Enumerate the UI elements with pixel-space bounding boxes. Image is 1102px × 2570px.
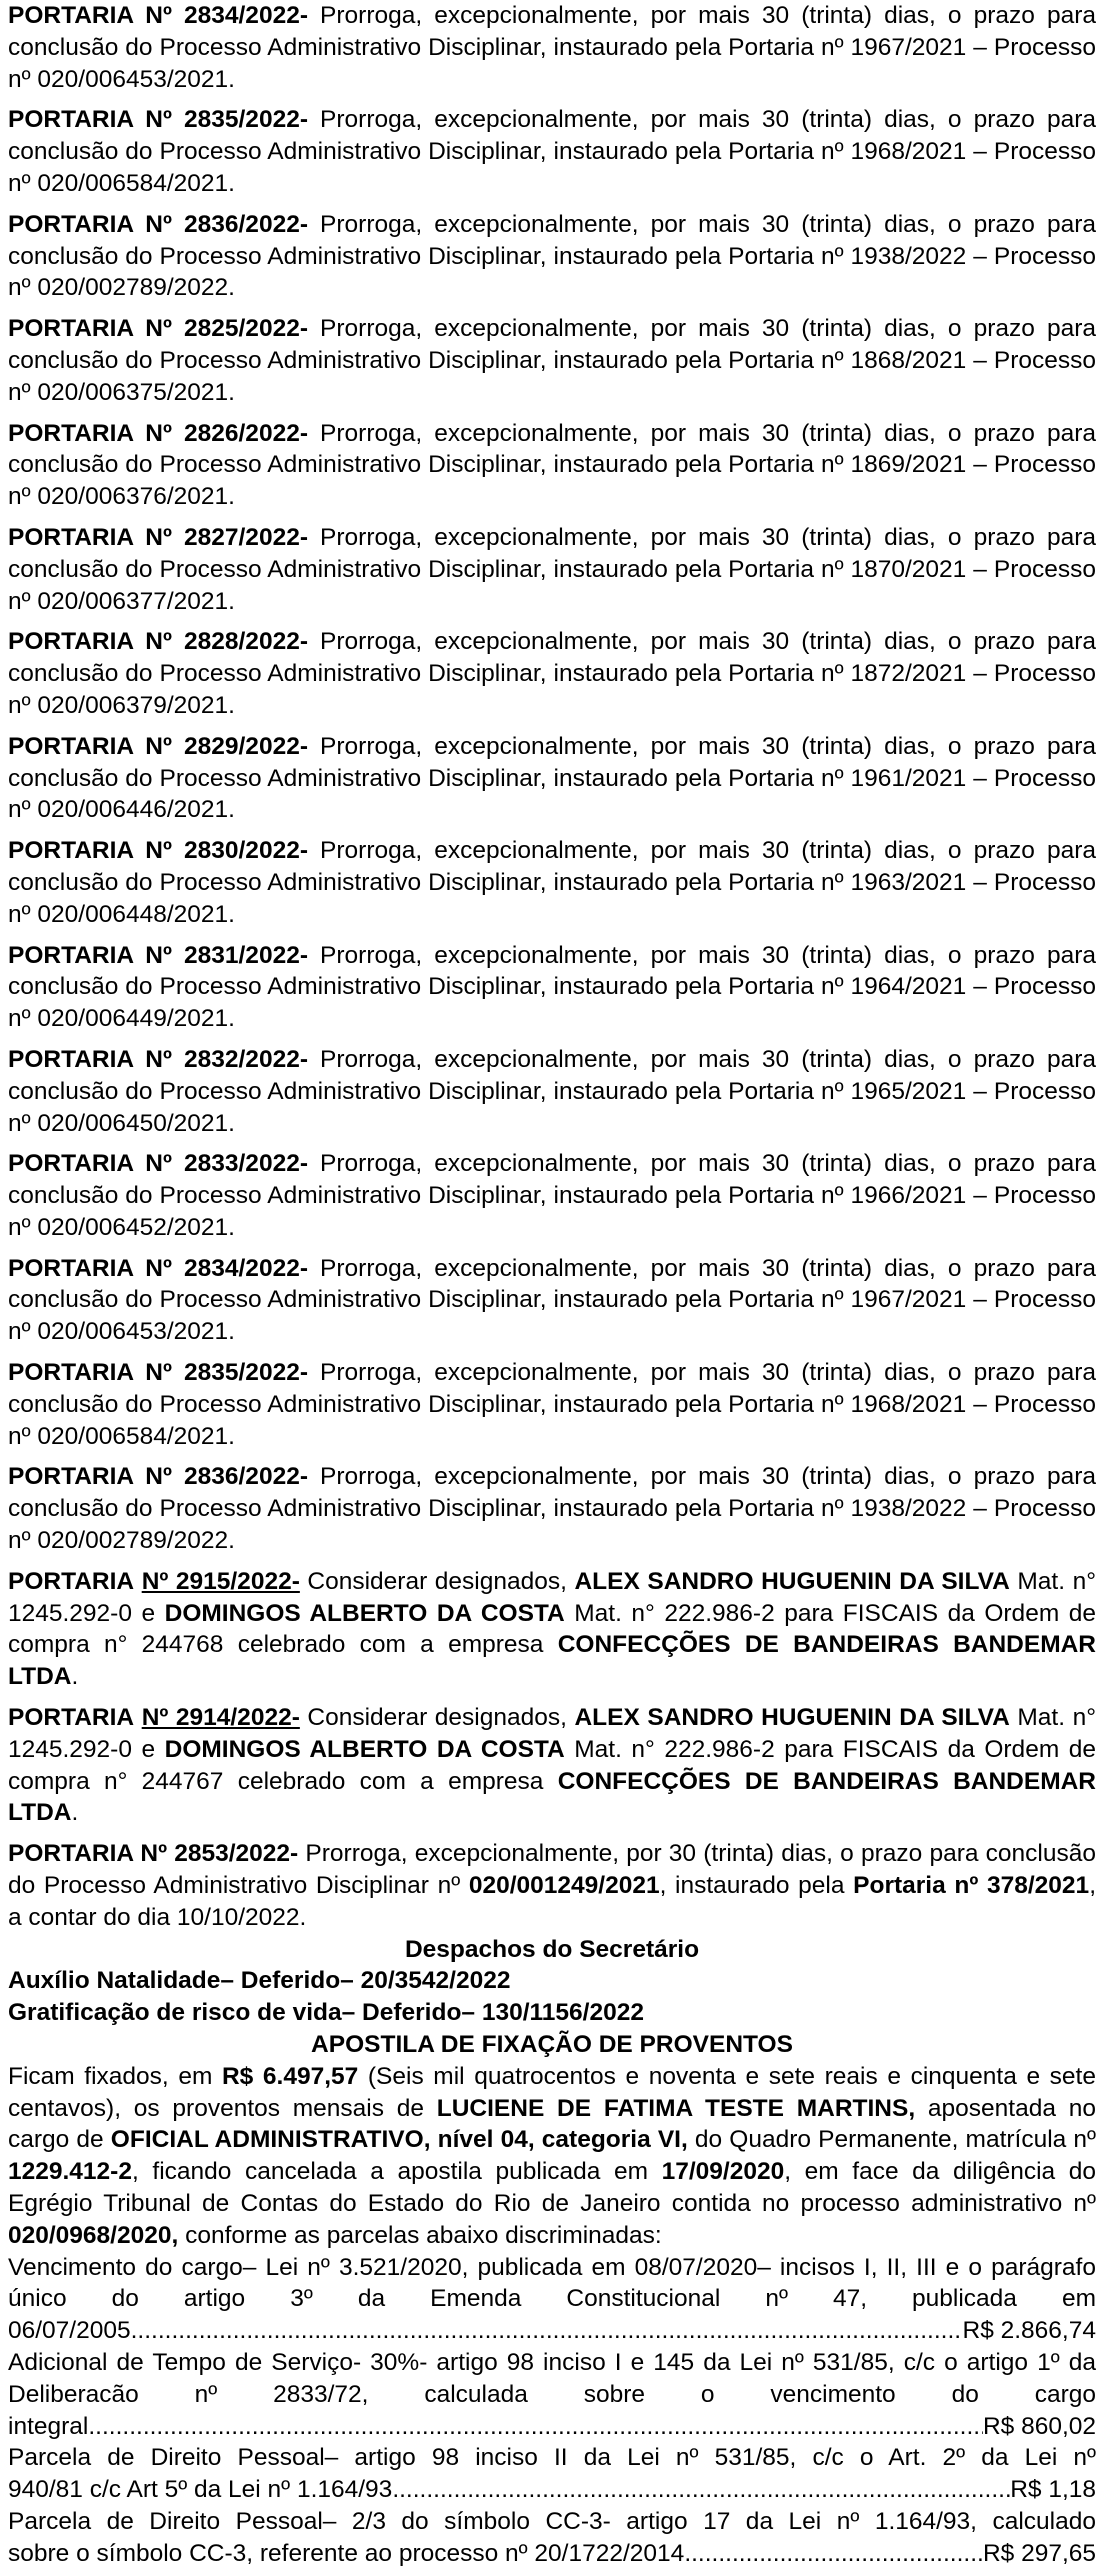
parcela-last-line: integral xyxy=(8,2412,89,2440)
portaria-number: Nº 2915/2022- xyxy=(141,1567,300,1595)
parcela-text: Adicional de Tempo de Serviço- 30%- artigo 98 inciso I e 145 da Lei nº 531/85, c/c o artigo 1º da Deliberacão nº 2833/72, calculada sobre o vencimento do cargo xyxy=(8,2348,1096,2408)
portaria-entry xyxy=(8,0,1096,95)
apostila-date: 17/09/2020 xyxy=(661,2158,785,2186)
despacho-line: Gratificação de risco de vida– Deferido– 130/1156/2022 xyxy=(8,1999,644,2027)
designacao-entry xyxy=(8,1566,1096,1693)
portaria-entry xyxy=(8,731,1096,826)
portaria-number: PORTARIA Nº 2834/2022- xyxy=(8,2,308,29)
apostila-text: aposentada no cargo de xyxy=(8,2094,1096,2154)
process-number: 020/001249/2021 xyxy=(468,1872,660,1900)
designacao-text: . xyxy=(71,1799,79,1827)
fiscal-name: ALEX SANDRO HUGUENIN DA SILVA xyxy=(574,1567,1010,1595)
portaria-number: PORTARIA Nº 2836/2022- xyxy=(8,1463,308,1491)
portaria-text: Prorroga, excepcionalmente, por mais 30 (trinta) dias, o prazo para conclusão do Processo Administrativo Disciplinar, instaurado pela Portaria nº 1965/2021 – Processo nº 020/006450/2021. xyxy=(8,1045,1096,1137)
apostila-matricula: 1229.412-2 xyxy=(8,2158,132,2186)
parcela-value-row xyxy=(8,2315,1096,2347)
parcela-text: Parcela de Direito Pessoal– 2/3 do símbolo CC-3- artigo 17 da Lei nº 1.164/93, calculado xyxy=(8,2507,1096,2535)
apostila-text: , ficando cancelada a apostila publicada em xyxy=(131,2158,662,2186)
designacao-text: . xyxy=(71,1663,79,1691)
parcela-item xyxy=(8,2506,1096,2570)
parcela-item xyxy=(8,2442,1096,2506)
portaria-number: PORTARIA Nº 2826/2022- xyxy=(8,419,308,447)
apostila-text: , em face da diligência do Egrégio Tribunal de Contas do Estado do Rio de Janeiro contida no processo administrativo nº xyxy=(8,2158,1097,2217)
portaria-number: PORTARIA Nº 2832/2022- xyxy=(8,1045,308,1073)
designacao-entry xyxy=(8,1702,1096,1829)
apostila-text: do Quadro Permanente, matrícula nº xyxy=(687,2126,1096,2154)
parcela-last-line: 940/81 c/c Art 5º da Lei nº 1.164/93 xyxy=(8,2476,393,2504)
portaria-number: PORTARIA Nº 2833/2022- xyxy=(8,1150,308,1178)
designacao-text: Mat. n° 1245.292-0 e xyxy=(8,1704,1097,1763)
portaria-number: PORTARIA Nº 2836/2022- xyxy=(8,210,308,238)
parcela-last-line: sobre o símbolo CC-3, referente ao processo nº 20/1722/2014 xyxy=(8,2539,685,2567)
designacoes-list xyxy=(8,1566,1096,1829)
despachos-title: Despachos do Secretário xyxy=(404,1935,700,1963)
designacao-text: Mat. n° 222.986-2 para FISCAIS da Ordem de compra n° 244768 celebrado com a empresa xyxy=(8,1599,1096,1659)
portaria-entry xyxy=(8,104,1096,199)
parcela-last-line: 06/07/2005 xyxy=(8,2317,131,2345)
portaria-text: Prorroga, excepcionalmente, por mais 30 (trinta) dias, o prazo para conclusão do Processo Administrativo Disciplinar, instaurado pela Portaria nº 1963/2021 – Processo nº 020/006448/2021. xyxy=(8,837,1096,928)
fiscal-name: DOMINGOS ALBERTO DA COSTA xyxy=(164,1735,565,1763)
apostila-text: (Seis mil quatrocentos e noventa e sete reais e cinquenta e sete centavos), os proventos mensais de xyxy=(8,2062,1096,2122)
apostila-text: Ficam fixados, em xyxy=(8,2062,222,2090)
portaria-number: PORTARIA Nº 2825/2022- xyxy=(8,315,308,343)
portaria-number: PORTARIA Nº 2831/2022- xyxy=(8,941,308,969)
parcela-value-row xyxy=(8,2538,1096,2570)
apostila-cargo: OFICIAL ADMINISTRATIVO, nível 04, categoria VI, xyxy=(110,2126,688,2154)
portaria-number: PORTARIA Nº 2853/2022- xyxy=(8,1840,299,1868)
company-name: CONFECÇÕES DE BANDEIRAS BANDEMAR LTDA xyxy=(8,1767,1097,1827)
portaria-text: Prorroga, excepcionalmente, por mais 30 (trinta) dias, o prazo para conclusão do Processo Administrativo Disciplinar, instaurado pela Portaria nº 1868/2021 – Processo nº 020/006375/2021. xyxy=(8,315,1096,406)
portaria-entry xyxy=(8,418,1096,513)
portaria-number: PORTARIA Nº 2835/2022- xyxy=(8,106,308,134)
portaria-entry xyxy=(8,522,1096,617)
portaria-text: , instaurado pela xyxy=(659,1872,854,1900)
portaria-text: Prorroga, excepcionalmente, por mais 30 (trinta) dias, o prazo para conclusão do Processo Administrativo Disciplinar, instaurado pela Portaria nº 1961/2021 – Processo nº 020/006446/2021. xyxy=(8,732,1096,824)
portaria-label: PORTARIA xyxy=(8,1567,135,1595)
dot-leader xyxy=(88,2411,983,2443)
despacho-line: Auxílio Natalidade– Deferido– 20/3542/2022 xyxy=(8,1967,511,1995)
portaria-entry xyxy=(8,1357,1096,1452)
portaria-entry xyxy=(8,1461,1096,1556)
apostila-amount: R$ 6.497,57 xyxy=(221,2062,359,2090)
portaria-entry xyxy=(8,1253,1096,1348)
portaria-text: Prorroga, excepcionalmente, por mais 30 (trinta) dias, o prazo para conclusão do Processo Administrativo Disciplinar, instaurado pela Portaria nº 1964/2021 – Processo nº 020/006449/2021. xyxy=(8,941,1096,1033)
dot-leader xyxy=(131,2315,963,2347)
portaria-entry xyxy=(8,626,1096,721)
designacao-text: Mat. n° 222.986-2 para FISCAIS da Ordem de compra n° 244767 celebrado com a empresa xyxy=(8,1735,1096,1795)
parcela-text: Parcela de Direito Pessoal– artigo 98 inciso II da Lei nº 531/85, c/c o Art. 2º da Lei nº xyxy=(8,2444,1096,2472)
parcela-item xyxy=(8,2347,1096,2442)
portaria-label: PORTARIA xyxy=(8,1704,135,1732)
portaria-number: Nº 2914/2022- xyxy=(141,1704,300,1732)
portaria-number: PORTARIA Nº 2829/2022- xyxy=(8,732,308,760)
portaria-text: Prorroga, excepcionalmente, por mais 30 (trinta) dias, o prazo para conclusão do Processo Administrativo Disciplinar, instaurado pela Portaria nº 1938/2022 – Processo nº 020/002789/2022. xyxy=(8,210,1096,302)
designacao-text: Mat. n° 1245.292-0 e xyxy=(8,1567,1097,1627)
parcela-value-row xyxy=(8,2411,1096,2443)
parcela-value: R$ 1,18 xyxy=(1010,2476,1096,2504)
parcela-value-row xyxy=(8,2474,1096,2506)
portaria-text: Prorroga, excepcionalmente, por mais 30 (trinta) dias, o prazo para conclusão do Processo Administrativo Disciplinar, instaurado pela Portaria nº 1967/2021 – Processo nº 020/006453/2021. xyxy=(8,2,1096,93)
company-name: CONFECÇÕES DE BANDEIRAS BANDEMAR LTDA xyxy=(8,1631,1097,1691)
portaria-text: Prorroga, excepcionalmente, por mais 30 (trinta) dias, o prazo para conclusão do Processo Administrativo Disciplinar, instaurado pela Portaria nº 1872/2021 – Processo nº 020/006379/2021. xyxy=(8,628,1096,719)
designacao-text: Considerar designados, xyxy=(299,1704,575,1732)
portaria-number: PORTARIA Nº 2834/2022- xyxy=(8,1254,308,1282)
parcela-value: R$ 297,65 xyxy=(982,2539,1096,2567)
portaria-entry xyxy=(8,313,1096,408)
portaria-text: Prorroga, excepcionalmente, por mais 30 (trinta) dias, o prazo para conclusão do Processo Administrativo Disciplinar, instaurado pela Portaria nº 1869/2021 – Processo nº 020/006376/2021. xyxy=(8,419,1096,511)
portaria-text: Prorroga, excepcionalmente, por 30 (trinta) dias, o prazo para conclusão do Processo Administrativo Disciplinar nº xyxy=(8,1840,1096,1900)
portaria-text: , a contar do dia 10/10/2022. xyxy=(8,1872,1096,1931)
designacao-text: Considerar designados, xyxy=(299,1567,575,1595)
parcelas-list xyxy=(8,2252,1096,2570)
apostila-title: APOSTILA DE FIXAÇÃO DE PROVENTOS xyxy=(311,2031,793,2059)
portaria-text: Prorroga, excepcionalmente, por mais 30 (trinta) dias, o prazo para conclusão do Processo Administrativo Disciplinar, instaurado pela Portaria nº 1968/2021 – Processo nº 020/006584/2021. xyxy=(8,1359,1096,1450)
portarias-list xyxy=(8,0,1096,1557)
apostila-body xyxy=(8,2061,1096,2252)
parcela-text: Vencimento do cargo– Lei nº 3.521/2020, publicada em 08/07/2020– incisos I, II, III e o parágrafo único do artigo 3º da Emenda Constitucional nº 47, publicada em xyxy=(8,2253,1096,2313)
document-page xyxy=(8,0,1096,2570)
parcela-value: R$ 860,02 xyxy=(982,2412,1096,2440)
parcela-item xyxy=(8,2252,1096,2347)
portaria-text: Prorroga, excepcionalmente, por mais 30 (trinta) dias, o prazo para conclusão do Processo Administrativo Disciplinar, instaurado pela Portaria nº 1870/2021 – Processo nº 020/006377/2021. xyxy=(8,523,1096,615)
portaria-text: Prorroga, excepcionalmente, por mais 30 (trinta) dias, o prazo para conclusão do Processo Administrativo Disciplinar, instaurado pela Portaria nº 1968/2021 – Processo nº 020/006584/2021. xyxy=(8,106,1096,197)
apostila-name: LUCIENE DE FATIMA TESTE MARTINS, xyxy=(436,2094,916,2122)
portaria-entry xyxy=(8,1044,1096,1139)
portaria-reference: Portaria nº 378/2021 xyxy=(853,1872,1090,1900)
portaria-entry xyxy=(8,209,1096,304)
portaria-text: Prorroga, excepcionalmente, por mais 30 (trinta) dias, o prazo para conclusão do Processo Administrativo Disciplinar, instaurado pela Portaria nº 1938/2022 – Processo nº 020/002789/2022. xyxy=(8,1463,1096,1555)
portaria-text: Prorroga, excepcionalmente, por mais 30 (trinta) dias, o prazo para conclusão do Processo Administrativo Disciplinar, instaurado pela Portaria nº 1967/2021 – Processo nº 020/006453/2021. xyxy=(8,1254,1096,1346)
portaria-2853 xyxy=(8,1838,1096,1933)
portaria-entry xyxy=(8,1148,1096,1243)
fiscal-name: DOMINGOS ALBERTO DA COSTA xyxy=(164,1599,565,1627)
apostila-text: conforme as parcelas abaixo discriminadas: xyxy=(178,2221,662,2249)
portaria-text: Prorroga, excepcionalmente, por mais 30 (trinta) dias, o prazo para conclusão do Processo Administrativo Disciplinar, instaurado pela Portaria nº 1966/2021 – Processo nº 020/006452/2021. xyxy=(8,1150,1096,1241)
portaria-entry xyxy=(8,835,1096,930)
fiscal-name: ALEX SANDRO HUGUENIN DA SILVA xyxy=(574,1704,1010,1732)
portaria-number: PORTARIA Nº 2830/2022- xyxy=(8,837,308,865)
portaria-number: PORTARIA Nº 2827/2022- xyxy=(8,523,308,551)
dot-leader xyxy=(684,2538,983,2570)
portaria-number: PORTARIA Nº 2828/2022- xyxy=(8,628,308,656)
parcela-value: R$ 2.866,74 xyxy=(962,2317,1096,2345)
portaria-entry xyxy=(8,940,1096,1035)
portaria-number: PORTARIA Nº 2835/2022- xyxy=(8,1359,308,1387)
apostila-process: 020/0968/2020, xyxy=(8,2221,179,2249)
dot-leader xyxy=(392,2474,1010,2506)
